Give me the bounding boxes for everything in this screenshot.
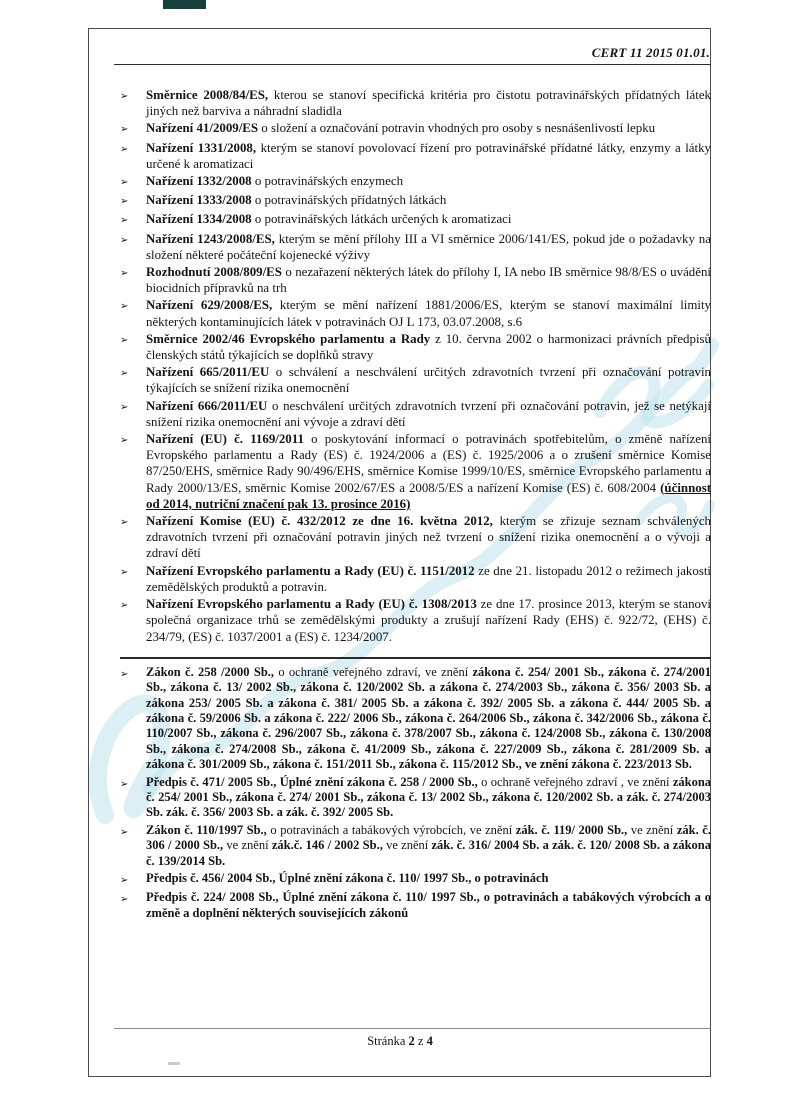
- item-text-segment: kterým se stanoví povolovací řízení pro potravinářské přídatné látky, enzymy a látky určené k aromatizaci: [146, 140, 711, 171]
- item-text-segment: ve znění: [627, 822, 677, 837]
- item-text-segment: Rozhodnutí 2008/809/ES: [146, 265, 282, 280]
- list-item: [120, 775, 711, 821]
- item-text: [146, 431, 711, 512]
- item-text-segment: o složení a označování potravin vhodných pro osoby s nesnášenlivostí lepku: [258, 121, 656, 136]
- document-body: [120, 87, 711, 923]
- footer-total-pages: 4: [426, 1034, 433, 1048]
- list-item: [120, 192, 711, 210]
- law-list: [120, 665, 711, 922]
- footer-of: z: [417, 1034, 424, 1048]
- item-text-segment: o poskytování informací o potravinách spotřebitelům, o změně nařízení Evropského parlamentu a Rady (ES) č. 1924/2006 a (ES) č. 1925/2006 a o zrušení směrnice Komise 87/250/EHS, směrnice Rady 90/496/EHS, směrnice Komise 1999/10/ES, směrnice Evropského parlamentu a Rady 2000/13/ES, směrnic Komise 2002/67/ES a 2008/5/ES a nařízení Komise (ES) č. 608/2004: [146, 432, 711, 495]
- header-divider: [114, 64, 711, 65]
- item-text-segment: Nařízení (EU) č. 1169/2011: [146, 432, 304, 447]
- item-text: [146, 596, 711, 645]
- item-text-segment: o nezařazení některých látek do přílohy I, IA nebo IB směrnice 98/8/ES o uvádění biocidních přípravků na trh: [146, 265, 711, 296]
- bullet-arrow-icon: ➢: [120, 368, 129, 380]
- item-text: [146, 823, 711, 869]
- item-text: [146, 364, 711, 396]
- item-text-segment: zák.č. 146 / 2002 Sb.,: [271, 838, 383, 853]
- item-text: [146, 120, 711, 138]
- list-item: [120, 398, 711, 430]
- footer-page-number: 2: [408, 1034, 415, 1048]
- item-text-segment: Nařízení 1243/2008/ES,: [146, 231, 275, 246]
- item-text-segment: ve znění: [382, 838, 432, 853]
- list-item: [120, 264, 711, 296]
- bullet-arrow-icon: ➢: [120, 778, 129, 790]
- item-text-segment: Směrnice 2002/46 Evropského parlamentu a Rady: [146, 331, 431, 346]
- bullet-arrow-icon: ➢: [120, 401, 129, 413]
- page-number-footer: [88, 1034, 712, 1049]
- bullet-arrow-icon: ➢: [120, 143, 129, 155]
- item-text-segment: Nařízení Evropského parlamentu a Rady (EU) č. 1151/2012: [146, 563, 475, 578]
- list-item: [120, 596, 711, 645]
- item-text: [146, 140, 711, 172]
- item-text: [146, 211, 711, 229]
- item-text-segment: zák. č. 306 / 2000 Sb.,: [146, 822, 711, 853]
- bullet-arrow-icon: ➢: [120, 874, 129, 886]
- list-item: [120, 331, 711, 363]
- item-text: [146, 297, 711, 329]
- item-text-segment: o ochraně veřejného zdraví, ve znění: [274, 664, 473, 679]
- item-text-segment: Nařízení 629/2008/ES,: [146, 298, 273, 313]
- item-text-segment: ze dne 21. listopadu 2012 o režimech jakosti zemědělských produktů a potravin.: [146, 563, 711, 594]
- bullet-arrow-icon: ➢: [120, 668, 129, 680]
- bullet-arrow-icon: ➢: [120, 566, 129, 578]
- bullet-arrow-icon: ➢: [120, 826, 129, 838]
- bullet-arrow-icon: ➢: [120, 894, 129, 906]
- item-text: [146, 890, 711, 921]
- bullet-arrow-icon: ➢: [120, 124, 129, 136]
- list-item: [120, 513, 711, 562]
- list-item: [120, 297, 711, 329]
- bullet-arrow-icon: ➢: [120, 215, 129, 227]
- item-text: [146, 775, 711, 821]
- list-item: [120, 890, 711, 921]
- item-text: [146, 173, 711, 191]
- bullet-arrow-icon: ➢: [120, 177, 129, 189]
- bullet-arrow-icon: ➢: [120, 301, 129, 313]
- item-text-segment: o potravinách a tabákových výrobcích, ve znění: [266, 822, 516, 837]
- item-text-segment: Nařízení 41/2009/ES: [146, 121, 259, 136]
- list-item: [120, 120, 711, 138]
- bullet-arrow-icon: ➢: [120, 91, 129, 102]
- item-text: [146, 398, 711, 430]
- item-text-segment: zákona č. 254/ 2001 Sb., zákona č. 274/ 2001 Sb., zákona č. 13/ 2002 Sb., zákona č. 120/2002 Sb. a zák. č. 274/2003 Sb. zák. č. 356/ 2003 Sb. a zák. č. 392/ 2005 Sb.: [146, 774, 712, 820]
- item-text: [146, 665, 711, 773]
- list-item: [120, 871, 711, 888]
- item-text-segment: Zákon č. 110/1997 Sb.,: [146, 822, 267, 837]
- item-text-segment: o potravinářských enzymech: [251, 174, 404, 189]
- item-text: [146, 87, 711, 119]
- bullet-arrow-icon: ➢: [120, 435, 129, 447]
- regulation-list: [120, 87, 711, 645]
- document-reference: CERT 11 2015 01.01.: [591, 45, 710, 60]
- item-text-segment: kterým se zřizuje seznam schválených zdravotních tvrzení při označování potravin jiných než tvrzení o snížení rizika onemocnění a o vývoji a zdraví dětí: [146, 514, 711, 561]
- item-text-segment: Zákon č. 258 /2000 Sb.,: [146, 664, 275, 679]
- item-text-segment: zák. č. 119/ 2000 Sb.,: [515, 822, 628, 837]
- list-item: [120, 364, 711, 396]
- item-text-segment: (účinnost od 2014, nutriční značení pak 13. prosince 2016): [146, 480, 711, 511]
- item-text-segment: Nařízení Evropského parlamentu a Rady (EU) č. 1308/2013: [146, 597, 477, 612]
- item-text: [146, 192, 711, 210]
- item-text-segment: Předpis č. 471/ 2005 Sb., Úplné znění zákona č. 258 / 2000 Sb.,: [146, 774, 478, 789]
- item-text-segment: Směrnice 2008/84/ES,: [146, 88, 269, 102]
- item-text-segment: Nařízení 1334/2008: [146, 212, 252, 227]
- item-text-segment: zákona č. 254/ 2001 Sb., zákona č. 274/2001 Sb., zákona č. 13/ 2002 Sb., zákona č. 120/2002 Sb. a zákona č. 274/2003 Sb., zákona č. 356/ 2003 Sb. a zákona 253/ 2005 Sb. a zákona č. 381/ 2005 Sb. a zákona č. 392/ 2005 Sb. a zákona č. 444/ 2005 Sb. a zákona č. 59/2006 Sb. a zákona č. 222/ 2006 Sb., zákona č. 264/2006 Sb., zákona č. 342/2006 Sb., zákona č. 110/2007 Sb., zákona č. 296/2007 Sb., zákona č. 378/2007 Sb., zákona č. 124/2008 Sb., zákona č. 130/2008 Sb., zákona č. 274/2008 Sb., zákona č. 41/2009 Sb., zákona č. 227/2009 Sb., zákona č. 281/2009 Sb. a zákona č. 301/2009 Sb., zákona č. 151/2011 Sb., zákona č. 115/2012 Sb., ve znění zákona č. 223/2013 Sb.: [146, 664, 712, 772]
- bullet-arrow-icon: ➢: [120, 196, 129, 208]
- item-text: [146, 563, 711, 595]
- bullet-arrow-icon: ➢: [120, 334, 129, 346]
- item-text-segment: Nařízení 1333/2008: [146, 193, 252, 208]
- list-item: [120, 211, 711, 229]
- list-item: [120, 823, 711, 869]
- item-text-segment: z 10. června 2002 o harmonizaci právních předpisů členských států týkajících se doplňků stravy: [146, 331, 711, 363]
- item-text-segment: Nařízení Komise (EU) č. 432/2012 ze dne 16. května 2012,: [146, 514, 493, 529]
- section-divider: [120, 657, 711, 659]
- item-text-segment: Nařízení 666/2011/EU: [146, 398, 268, 413]
- list-item: [120, 665, 711, 773]
- footer-divider: [114, 1028, 711, 1029]
- item-text-segment: o neschválení určitých zdravotních tvrzení při označování potravin, jež se netýkají snížení rizika onemocnění ani vývoje a zdraví dětí: [146, 398, 712, 429]
- list-item: [120, 231, 711, 263]
- item-text-segment: o schválení a neschválení určitých zdravotních tvrzení při označování potravin týkajících se snížení rizika onemocnění: [146, 365, 711, 396]
- item-text-segment: Předpis č. 456/ 2004 Sb., Úplné znění zákona č. 110/ 1997 Sb., o potravinách: [146, 870, 549, 885]
- item-text: [146, 871, 711, 888]
- item-text-segment: Nařízení 665/2011/EU: [146, 365, 270, 380]
- list-item: [120, 431, 711, 512]
- item-text-segment: Předpis č. 224/ 2008 Sb., Úplné znění zákona č. 110/ 1997 Sb., o potravinách a tabákových výrobcích a o změně a doplnění některých souvisejících zákonů: [146, 890, 711, 920]
- item-text-segment: zák. č. 316/ 2004 Sb. a zák. č. 120/ 2008 Sb. a zákona č. 139/2014 Sb.: [146, 838, 711, 868]
- bullet-arrow-icon: ➢: [120, 268, 129, 280]
- item-text-segment: ze dne 17. prosince 2013, kterým se stanoví společná organizace trhů se zemědělskými produkty a zrušují nařízení Rady (EHS) č. 922/72, (EHS) č. 234/79, (ES) č. 1037/2001 a (ES) č. 1234/2007.: [146, 597, 711, 644]
- item-text: [146, 264, 711, 296]
- item-text-segment: ve znění: [223, 838, 272, 853]
- list-item: [120, 563, 711, 595]
- bullet-arrow-icon: ➢: [120, 600, 129, 612]
- item-text-segment: kterým se mění přílohy III a VI směrnice 2006/141/ES, pokud jde o požadavky na složení některé počáteční kojenecké výživy: [146, 231, 711, 262]
- item-text-segment: Nařízení 1331/2008,: [146, 140, 257, 155]
- list-item: [120, 173, 711, 191]
- list-item: [120, 140, 711, 172]
- item-text: [146, 513, 711, 562]
- item-text-segment: Nařízení 1332/2008: [146, 174, 252, 189]
- item-text-segment: kterým se mění nařízení 1881/2006/ES, kterým se stanoví maximální limity některých kontaminujících látek v potravinách OJ L 173, 03.07.2008, s.6: [146, 298, 712, 329]
- bullet-arrow-icon: ➢: [120, 234, 129, 246]
- item-text-segment: kterou se stanoví specifická kritéria pro čistotu potravinářských přídatných látek jiných než barviva a náhradní sladidla: [146, 88, 711, 119]
- list-item: [120, 87, 711, 119]
- item-text-segment: o ochraně veřejného zdraví , ve znění: [477, 774, 673, 789]
- item-text: [146, 331, 711, 363]
- item-text: [146, 231, 711, 263]
- item-text-segment: o potravinářských látkách určených k aromatizaci: [251, 212, 512, 227]
- footer-prefix: Stránka: [367, 1034, 406, 1048]
- scan-artifact-mark: [163, 0, 206, 9]
- bullet-arrow-icon: ➢: [120, 517, 129, 529]
- item-text-segment: o potravinářských přídatných látkách: [251, 193, 447, 208]
